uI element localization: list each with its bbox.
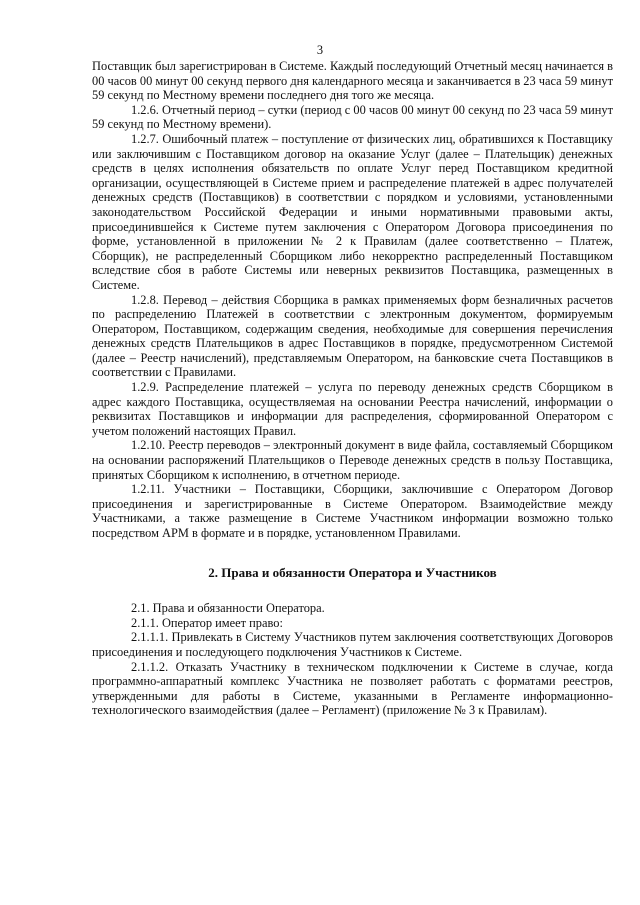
paragraph-1-2-6: 1.2.6. Отчетный период – сутки (период с 00 часов 00 минут 00 секунд по 23 часа 59 минут 59 секунд по Местному времени). xyxy=(92,102,613,132)
paragraph-2-1: 2.1. Права и обязанности Оператора. xyxy=(131,601,325,616)
paragraph-2-1-1-1: 2.1.1.1. Привлекать в Систему Участников путем заключения соответствующих Договоров присоединения и последующего подключения Участников к Системе. xyxy=(92,630,613,659)
page-number: 3 xyxy=(316,43,324,57)
paragraph-continuation: Поставщик был зарегистрирован в Системе. Каждый последующий Отчетный месяц начинается в 00 часов 00 минут 00 секунд первого дня календарного месяца и заканчивается в 23 часа 59 минут 59 секунд по Местному времени последнего дня того же месяца. xyxy=(92,59,613,103)
paragraph-1-2-11: 1.2.11. Участники – Поставщики, Сборщики, заключившие с Оператором Договор присоединения и зарегистрированные в Системе Оператором. Взаимодействие между Участниками, а также размещение в Системе Участником информации возможно только посредством АРМ в формате и в порядке, установленном Правилами. xyxy=(92,482,613,540)
paragraph-1-2-9: 1.2.9. Распределение платежей – услуга по переводу денежных средств Сборщиком в адрес каждого Поставщика, осуществляемая на основании Реестра начислений, информации о реквизитах Поставщиков и информации для распределения, сформированной Оператором с учетом положений настоящих Правил. xyxy=(92,380,613,438)
paragraph-1-2-10: 1.2.10. Реестр переводов – электронный документ в виде файла, составляемый Сборщиком на основании распоряжений Плательщиков о Переводе денежных средств в пользу Поставщика, принятых Сборщиком к исполнению, в отчетном периоде. xyxy=(92,438,613,482)
document-body xyxy=(92,59,613,718)
section-heading: 2. Права и обязанности Оператора и Участников xyxy=(208,564,497,580)
paragraph-2-1-1: 2.1.1. Оператор имеет право: xyxy=(131,615,283,630)
paragraph-1-2-7: 1.2.7. Ошибочный платеж – поступление от физических лиц, обратившихся к Поставщику или заключившим с Поставщиком договор на оказание Услуг (далее – Плательщик) денежных средств в целях исполнения обязательств по оплате Услуг перед Поставщиком кредитной организации, осуществляющей в Системе прием и распределение платежей в адрес получателей денежных средств (Поставщиков) в соответствии с порядком и условиями, установленными законодательством Российской Федерации и иными нормативными правовыми акты, присоединившейся к Системе путем заключения с Оператором Договора присоединения по форме, установленной в приложении № 2 к Правилам (далее соответственно – Платеж, Сборщик), не распределенный Сборщиком либо некорректно распределенный Поставщиком вследствие сбоя в работе Системы или неверных реквизитов Поставщика, размещенных в Системе. xyxy=(92,131,613,292)
paragraph-2-1-1-2: 2.1.1.2. Отказать Участнику в техническом подключении к Системе в случае, когда программно-аппаратный комплекс Участника не позволяет работать с форматами реестров, утвержденными для работы в Системе, указанными в Регламенте информационно-технологического взаимодействия (далее – Регламент) (приложение № 3 к Правилам). xyxy=(92,659,613,718)
paragraph-1-2-8: 1.2.8. Перевод – действия Сборщика в рамках применяемых форм безналичных расчетов по распределению Платежей в соответствии с электронным документом, формируемым Оператором, Поставщиком, содержащим сведения, необходимые для совершения перечисления денежных средств Плательщиков в адрес Поставщиков в порядке, предусмотренном Системой (далее – Реестр начислений), представляемым Оператором, на банковские счета Поставщиков в соответствии с Правилами. xyxy=(92,292,613,380)
